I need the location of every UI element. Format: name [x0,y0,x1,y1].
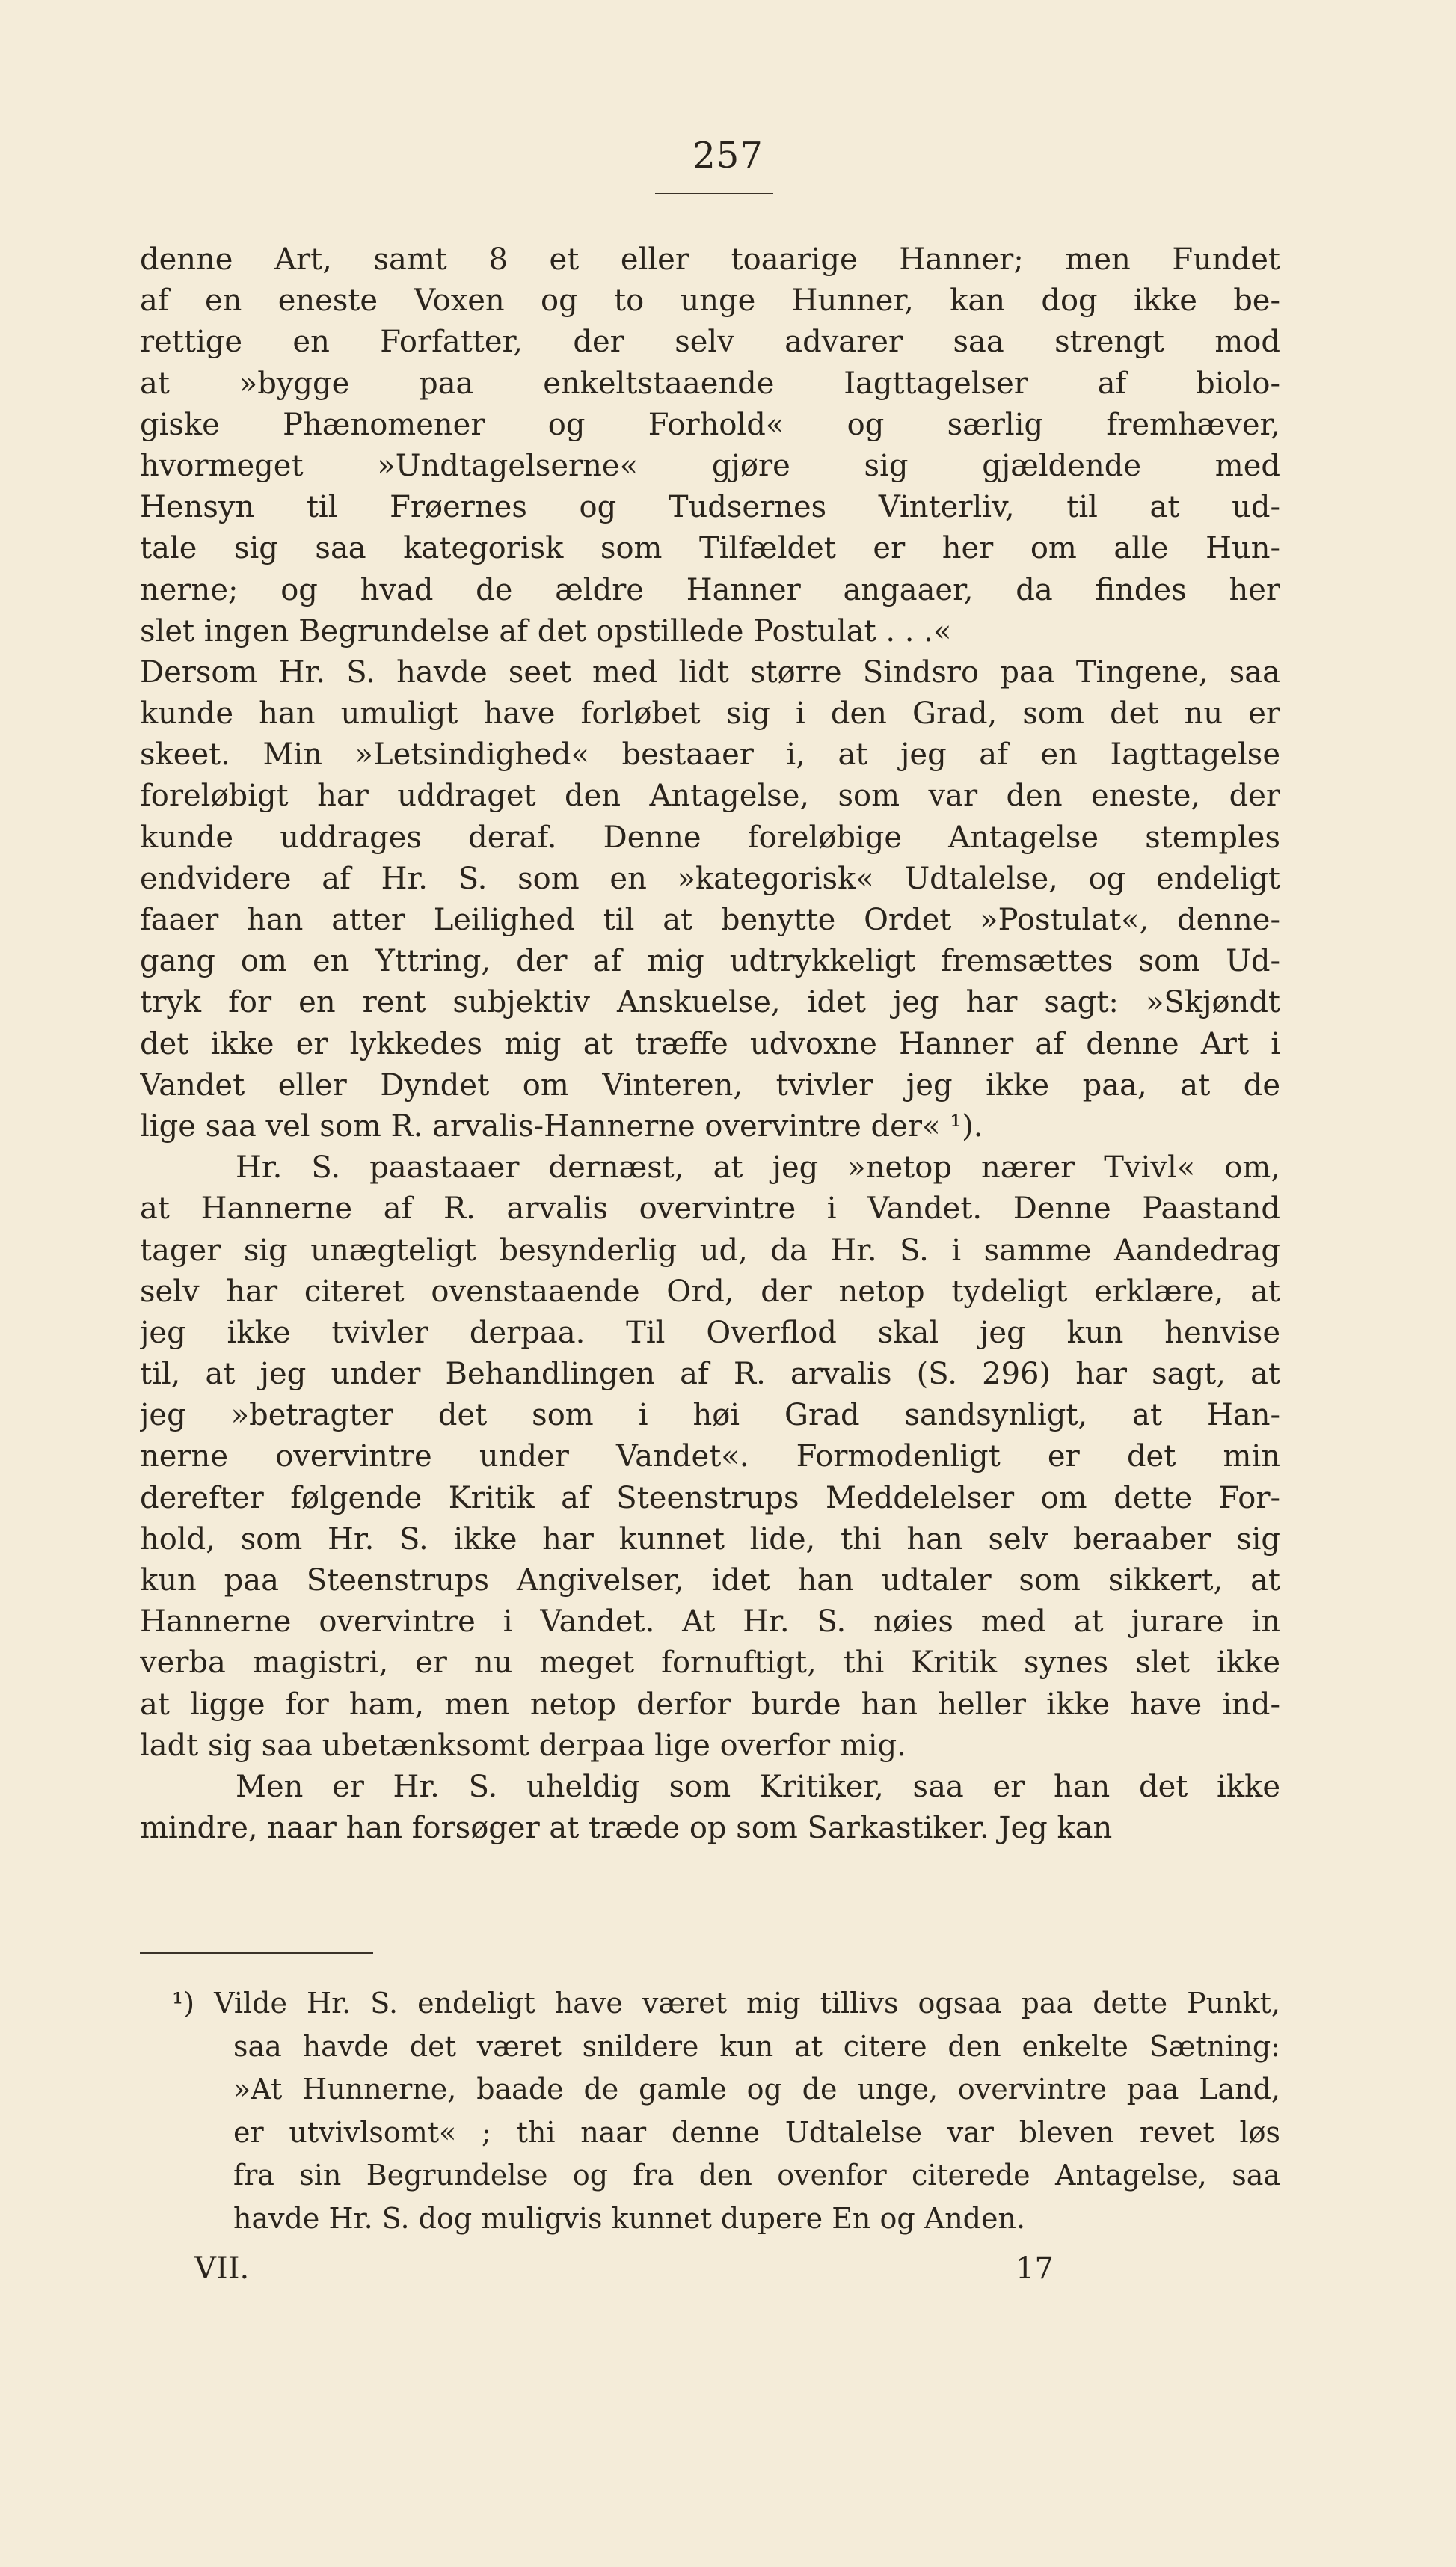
text-line: verba magistri, er nu meget fornuftigt, thi Kritik synes slet ikke [140,1646,1280,1681]
text-line: gang om en Yttring, der af mig udtrykkeligt fremsættes som Ud- [140,944,1280,979]
text-line: tager sig unægteligt besynderlig ud, da Hr. S. i samme Aandedrag [140,1233,1280,1268]
text-line: derefter følgende Kritik af Steenstrups Meddelelser om dette For- [140,1480,1280,1515]
footnote-rule [140,1952,373,1954]
text-line: mindre, naar han forsøger at træde op som Sarkastiker. Jeg kan [140,1811,1113,1846]
text-line: rettige en Forfatter, der selv advarer saa strengt mod [140,325,1280,360]
text-line: selv har citeret ovenstaaende Ord, der netop tydeligt erklære, at [140,1274,1280,1309]
text-line: Hensyn til Frøernes og Tudsernes Vinterliv, til at ud- [140,490,1280,525]
text-line: tryk for en rent subjektiv Anskuelse, idet jeg har sagt: »Skjøndt [140,985,1280,1020]
footnote-line: havde Hr. S. dog muligvis kunnet dupere En og Anden. [233,2201,1026,2235]
footnote-line: er utvivlsomt« ; thi naar denne Udtalelse var bleven revet løs [233,2115,1280,2149]
text-line: faaer han atter Leilighed til at benytte Ordet »Postulat«, denne- [140,903,1280,937]
signature-mark: VII. [194,2251,250,2286]
text-line: at ligge for ham, men netop derfor burde han heller ikke have ind- [140,1687,1280,1722]
text-line: kunde han umuligt have forløbet sig i den Grad, som det nu er [140,696,1280,732]
text-line: at Hannerne af R. arvalis overvintre i Vandet. Denne Paastand [140,1192,1280,1227]
text-line: jeg »betragter det som i høi Grad sandsynligt, at Han- [140,1398,1280,1433]
text-line: tale sig saa kategorisk som Tilfældet er her om alle Hun- [140,531,1280,566]
text-line: kun paa Steenstrups Angivelser, idet han udtaler som sikkert, at [140,1563,1280,1598]
text-line: lige saa vel som R. arvalis-Hannerne overvintre der« ¹). [140,1108,983,1144]
text-line: Hr. S. paastaaer dernæst, at jeg »netop nærer Tvivl« om, [236,1150,1280,1186]
footnote-line: »At Hunnerne, baade de gamle og de unge, overvintre paa Land, [233,2073,1280,2106]
text-line: jeg ikke tvivler derpaa. Til Overflod skal jeg kun henvise [140,1315,1280,1350]
footnote-line: fra sin Begrundelse og fra den ovenfor citerede Antagelse, saa [233,2159,1280,2192]
text-line: endvidere af Hr. S. som en »kategorisk« Udtalelse, og endeligt [140,861,1280,896]
text-line: til, at jeg under Behandlingen af R. arvalis (S. 296) har sagt, at [140,1357,1280,1392]
text-line: Dersom Hr. S. havde seet med lidt større Sindsro paa Tingene, saa [140,654,1280,690]
text-line: Men er Hr. S. uheldig som Kritiker, saa er han det ikke [236,1769,1280,1804]
text-line: Hannerne overvintre i Vandet. At Hr. S. nøies med at jurare in [140,1604,1280,1640]
footnotes [172,1982,1280,2240]
sheet-number: 17 [1016,2251,1054,2286]
text-line: foreløbigt har uddraget den Antagelse, som var den eneste, der [140,779,1280,814]
text-line: giske Phænomener og Forhold« og særlig fremhæver, [140,407,1280,442]
text-line: Vandet eller Dyndet om Vinteren, tvivler jeg ikke paa, at de [140,1067,1280,1102]
text-line: slet ingen Begrundelse af det opstillede Postulat . . .« [140,613,952,648]
footnote-line: saa havde det været snildere kun at citere den enkelte Sætning: [233,2029,1280,2063]
page-number-rule [655,193,773,194]
footnote-line: ¹) Vilde Hr. S. endeligt have været mig tillivs ogsaa paa dette Punkt, [172,1987,1280,2019]
text-line: det ikke er lykkedes mig at træffe udvoxne Hanner af denne Art i [140,1026,1280,1061]
text-line: nerne; og hvad de ældre Hanner angaaer, da findes her [140,572,1280,607]
text-line: hvormeget »Undtagelserne« gjøre sig gjældende med [140,448,1280,483]
body-text [140,239,1280,1849]
text-line: ladt sig saa ubetænksomt derpaa lige overfor mig. [140,1728,906,1763]
text-line: kunde uddrages deraf. Denne foreløbige Antagelse stemples [140,820,1280,855]
text-line: nerne overvintre under Vandet«. Formodenligt er det min [140,1439,1280,1474]
text-line: af en eneste Voxen og to unge Hunner, kan dog ikke be- [140,283,1280,319]
text-line: at »bygge paa enkeltstaaende Iagttagelser af biolo- [140,366,1280,401]
text-line: skeet. Min »Letsindighed« bestaaer i, at jeg af en Iagttagelse [140,737,1280,773]
text-line: denne Art, samt 8 et eller toaarige Hanner; men Fundet [140,242,1280,277]
page-number: 257 [692,135,764,177]
text-line: hold, som Hr. S. ikke har kunnet lide, thi han selv beraaber sig [140,1521,1280,1557]
